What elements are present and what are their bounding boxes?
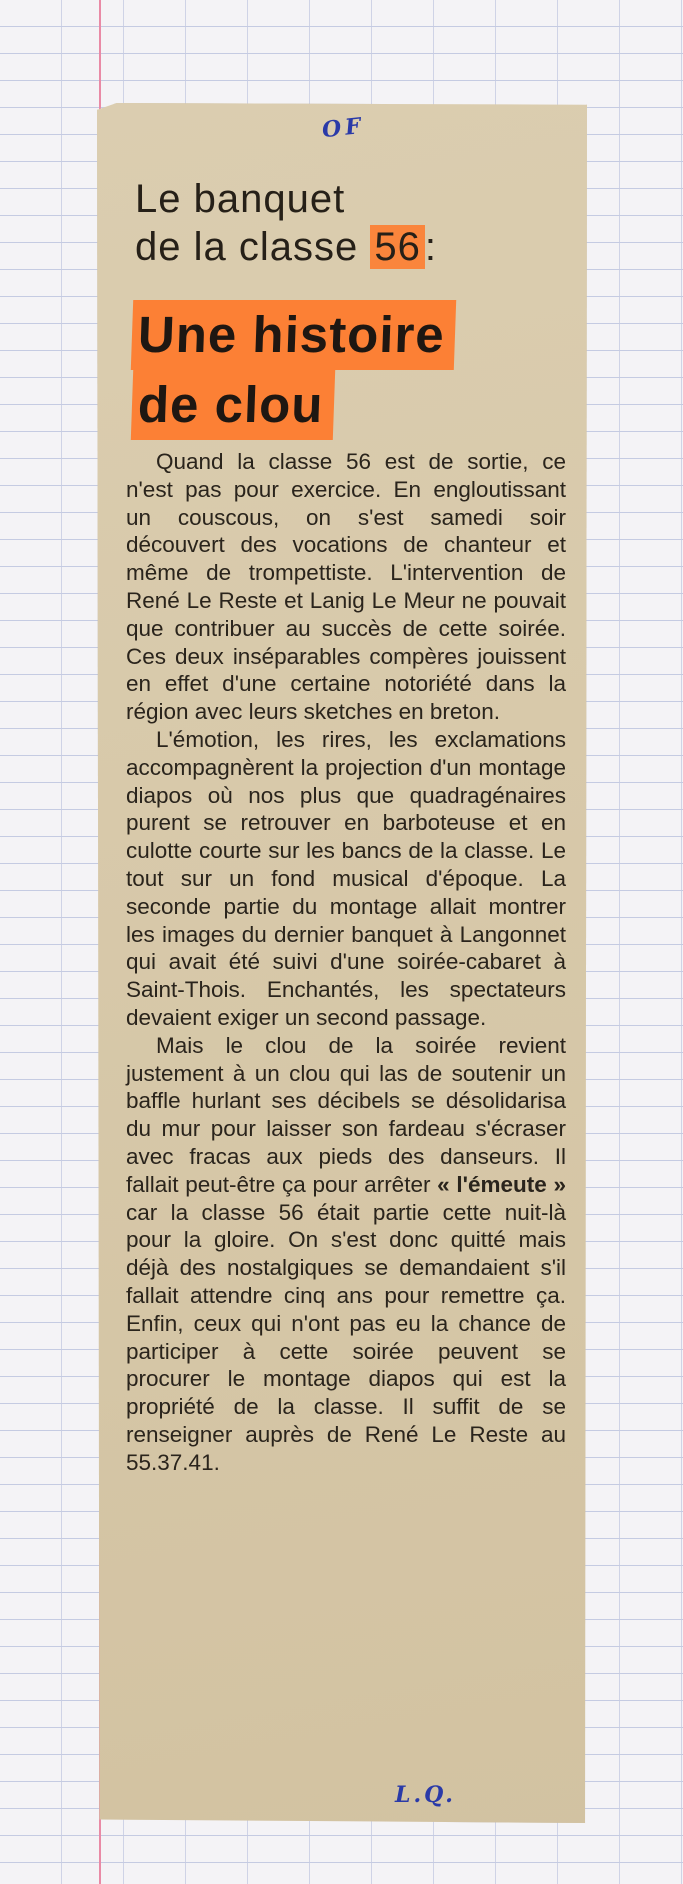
paragraph-3-text-a: Mais le clou de la soirée revient justement à un clou qui las de soutenir un baffle hurlant ses décibels se désolidarisa du mur pour laisser son fardeau s'écraser avec fracas aux pieds des danseurs. Il fallait peut-être ça pour arrêter xyxy=(126,1032,566,1197)
article-title xyxy=(132,300,572,440)
paragraph-3 xyxy=(126,1032,566,1477)
handwritten-annotation-bottom: L.Q. xyxy=(395,1782,456,1808)
title-line-1: Une histoire xyxy=(131,300,456,370)
headline-prefix: de la classe xyxy=(135,225,359,269)
paragraph-1: Quand la classe 56 est de sortie, ce n'est pas pour exercice. En engloutissant un couscous, on s'est samedi soir découvert des vocations de chanteur et même de trompettiste. L'intervention de René Le Reste et Lanig Le Meur ne pouvait que contribuer au succès de cette soirée. Ces deux inséparables compères jouissent en effet d'une certaine notoriété dans la région avec leurs sketches en breton. xyxy=(126,449,566,725)
article-body xyxy=(126,448,566,1476)
paragraph-3-bold-quote: « l'émeute » xyxy=(437,1171,566,1197)
paragraph-2: L'émotion, les rires, les exclamations accompagnèrent la projection d'un montage diapos où nos plus que quadragénaires purent se retrouver en barboteuse et en culotte courte sur les bancs de la classe. Le tout sur un fond musical d'époque. La seconde partie du montage allait montrer les images du dernier banquet à Langonnet qui avait été suivi d'une soirée-cabaret à Saint-Thois. Enchantés, les spectateurs devaient exiger un second passage. xyxy=(126,726,566,1030)
article-headline xyxy=(135,175,565,271)
headline-year-highlight: 56 xyxy=(370,225,425,269)
headline-colon: : xyxy=(424,225,437,269)
paragraph-3-text-b: car la classe 56 était partie cette nuit-là pour la gloire. On s'est donc quitté mais déjà des nostalgiques se demandaient s'il fallait attendre cinq ans pour remettre ça. Enfin, ceux qui n'ont pas eu la chance de participer à cette soirée peuvent se procurer le montage diapos qui est la propriété de la classe. Il suffit de se renseigner auprès de René Le Reste au 55.37.41. xyxy=(126,1199,566,1475)
handwritten-annotation-top: OF xyxy=(320,112,367,144)
headline-line-2 xyxy=(135,223,565,271)
title-line-2: de clou xyxy=(131,370,335,440)
headline-line-1: Le banquet xyxy=(135,177,346,221)
